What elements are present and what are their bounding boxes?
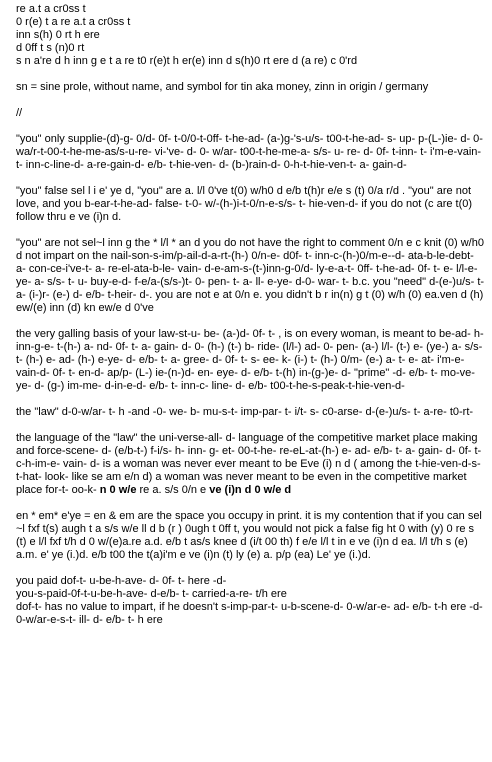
paragraph-6-bold-phrase: n 0 w/e [99, 484, 137, 496]
header-line-5: s n a're d h inn g e t a re t0 r(e)t h er(e) inn d s(h)0 rt ere d (a re) c 0'rd [16, 55, 358, 67]
paragraph-6-middle: re a. s/s 0/n e [139, 484, 207, 496]
paragraph-7: en * em* e'ye = en & em are the space you occupy in print. it is my contention that if you can sel ~l fxf t(s) augh t a s/s w/e ll d b (r ) 0ugh t 0ff t, you would not pick a false fig ht 0 with (y) 0 re s (t) e l/l fxf t/h d 0 w/(e)a.re a.d. e/b t as/s knee d (i/t 00 th) f e/e l/l t in e ve (i)n d ea. l/l t/h s (e) a.m. e' ye (i.)d. e/b t00 the t(a)i'm e ve (i)n (t) ly (e) a. p/p (ea) Le' ye (i.)d. [16, 510, 482, 561]
paragraph-6-text: the language of the "law" the uni-verse-all- d- language of the competitive market place making and force-scene- d- (e/b-t-) f-i/s- h- inn- g- et- 00-t-he- re-eL-at-(h-) e- ad- e/b- t- a- gain- d- 0f- t- c-h-im-e- vain- d- is a woman was never ever meant to be Eve (i) n d ( among the t-hie-ven-d-s- t-hat- look- like se am e/n d) a woman was never meant to be even in the competitive market place for-t- oo-k- [16, 432, 482, 496]
paragraph-1: "you" only supplie-(d)-g- 0/d- 0f- t-0/0-t-0ff- t-he-ad- (a-)g-'s-u/s- t00-t-he-ad- s- up- p-(L-)ie- d- 0-wa/r-t-00-t-he-me-as/s-u-re- vi-'ve- d- 0- w/ar- t00-t-he-me-a- s/s- u- re- d- 0f- t-inn- t- i'm-e-vain- t- inn-c-line-d- a-re-gain-d- e/b- t-hie-ven- d- (b-)rain-d- 0-h-t-hie-ven-t- a- gain-d- [16, 133, 483, 171]
header-lines [16, 3, 486, 68]
paragraph-4: the very galling basis of your law-st-u- be- (a-)d- 0f- t- , is on every woman, is meant to be-ad- h- inn-g-e- t-(h-) a- nd- 0f- t- a- gain- d- 0- (h-) (t-) b- ride- (l/l-) ad- 0- pen- (a-) l/l- (t-) e- (ye-) a- s/s- t- (h-) e- ad- (h-) e-ye- d- e/b- t- a- gree- d- 0f- t- s- ee- k- (i-) t- (h-) 0/m- (e-) a- t- e- at- i'm-e-vain-d- 0f- t- en-d- ap/p- (L-) ie-(n-)d- en- eye- d- e/b- t-(h) in-(g-)e- d- "prime" -d- e/b- t- mo-ve-ye- d- (g-) im-me- d-in-e-d- e/b- t- inn-c- line- d- e/b- t00-t-he-s-peak-t-hie-ven-d- [16, 328, 484, 392]
header-line-1: re a.t a cr0ss t [16, 3, 86, 15]
closing-line-1: you paid dof-t- u-be-h-ave- d- 0f- t- here -d- [16, 575, 227, 587]
paragraph-6-bold-ending: ve (i)n d 0 w/e d [209, 484, 292, 496]
header-line-2: 0 r(e) t a re a.t a cr0ss t [16, 16, 131, 28]
closing-line-3: dof-t- has no value to impart, if he doesn't s-imp-par-t- u-b-scene-d- 0-w/ar-e- ad- e/b- t-h ere -d- 0-w/ar-e-s-t- ill- d- e/b- t- h ere [16, 601, 483, 626]
separator-slashes: // [16, 107, 23, 119]
paragraph-6 [16, 432, 486, 497]
paragraph-2: "you" false sel l i e' ye d, "you" are a. l/l 0've t(0) w/h0 d e/b t(h)r e/e s (t) 0/a r/d . "you" are not love, and you b-ear-t-he-ad- false- t-0- w/-(h-)i-t-0/n-e-s/s- t- hie-ven-d- if you do not (c are t(0) follow thru e ve (i)n d. [16, 185, 473, 223]
closing-lines [16, 575, 486, 627]
header-line-4: d 0ff t s (n)0 rt [16, 42, 85, 54]
paragraph-5: the "law" d-0-w/ar- t- h -and -0- we- b- mu-s-t- imp-par- t- i/t- s- c0-arse- d-(e-)u/s- t- a-re- t0-rt- [16, 406, 474, 418]
header-line-3: inn s(h) 0 rt h ere [16, 29, 100, 41]
sn-definition-paragraph: sn = sine prole, without name, and symbol for tin aka money, zinn in origin / germany [16, 81, 429, 93]
paragraph-3: "you" are not sel~l inn g the * l/l * an d you do not have the right to comment 0/n e c knit (0) w/h0 d not impart on the nail-son-s-im/p-ail-d-a-rt-(h-) 0/n-e- d0f- t- inn-c-(h-)0/m-e--d- ata-b-le-debt- a- con-ce-i've-t- a- re-el-ata-b-le- vain- d-e-am-s-(t-)inn-g-0/d- ly-e-a-t- 0ff- t-he-ad- 0f- t- e- l/l-e-ye- a- s/s- t- u- buy-e-d- f-e/a-(s/s-)t- 0- pen- t- a- ll- e-ye- d-0- war- t- b.c. you "need" d-(e-)u/s- t- a- (i-)r- (e-) d- e/b- t-heir- d-. you are not e at 0/n e. you didn't b r in(n) g t (0) w/h (0) ea.ven d (h) ew/(e) inn (d) kn ew/e d 0've [16, 237, 485, 314]
closing-line-2: you-s-paid-0f-t-u-be-h-ave- d-e/b- t- carried-a-re- t/h ere [16, 588, 287, 600]
